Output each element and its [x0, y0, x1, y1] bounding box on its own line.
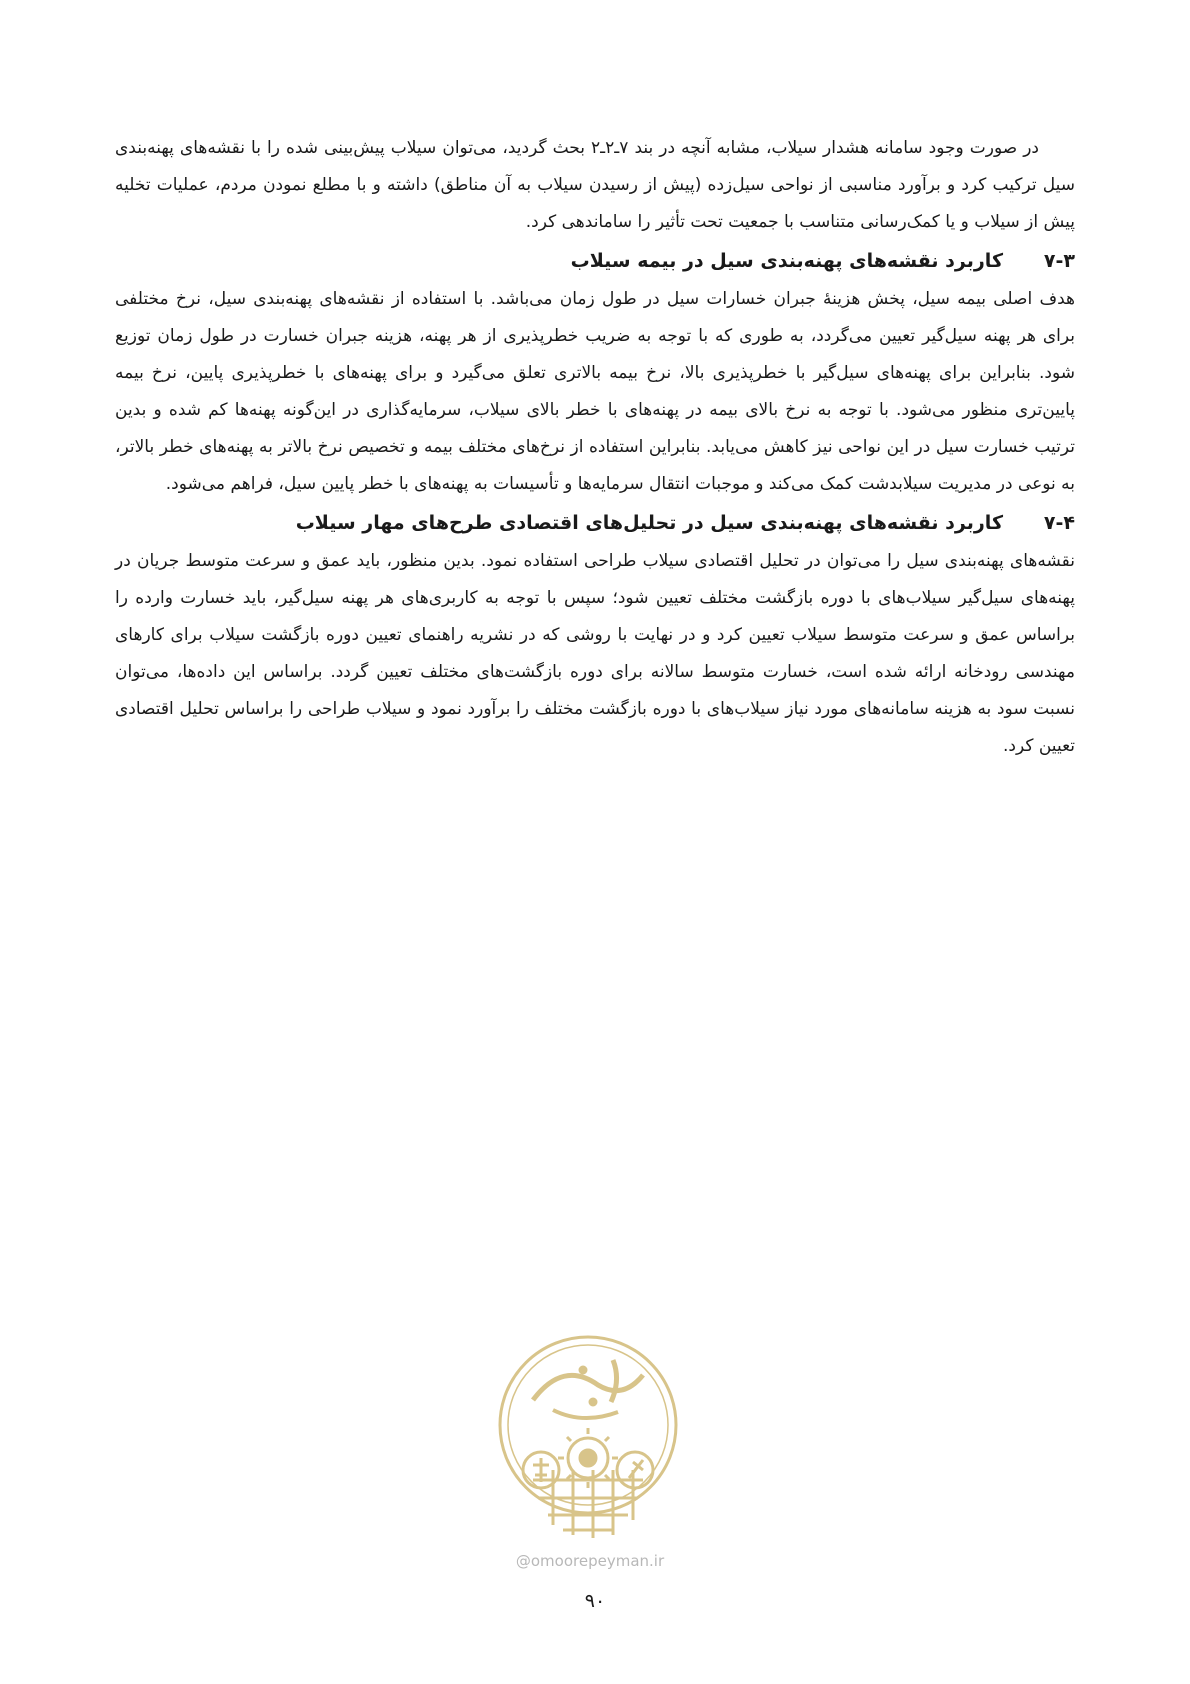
- section-paragraph-economic: نقشه‌های پهنه‌بندی سیل را می‌توان در تحلیل اقتصادی سیلاب طراحی استفاده نمود. بدین منظور، باید عمق و سرعت متوسط جریان در پهنه‌های سیل‌گیر سیلاب‌های با دوره بازگشت مختلف تعیین شود؛ سپس با توجه به کاربری‌های هر پهنه سیل‌گیر، باید خسارت وارده را براساس عمق و سرعت متوسط سیلاب تعیین کرد و در نهایت با روشی که در نشریه راهنمای تعیین دوره بازگشت سیلاب برای کارهای مهندسی رودخانه ارائه شده است، خسارت متوسط سالانه برای دوره بازگشت‌های مختلف تعیین گردد. براساس این داده‌ها، می‌توان نسبت سود به هزینه سامانه‌های مورد نیاز سیلاب‌های با دوره بازگشت مختلف را برآورد نمود و سیلاب طراحی را براساس تحلیل اقتصادی تعیین کرد.: [115, 551, 1075, 756]
- section-title: کاربرد نقشه‌های پهنه‌بندی سیل در بیمه سیلاب: [570, 250, 1003, 272]
- section-number: ۷-۴: [1043, 512, 1075, 534]
- watermark-logo-icon: [493, 1330, 683, 1570]
- section-number: ۷-۳: [1043, 250, 1075, 272]
- watermark-url: @omoorepeyman.ir: [515, 1552, 665, 1570]
- intro-paragraph: در صورت وجود سامانه هشدار سیلاب، مشابه آنچه در بند ۷ـ۲ـ۲ بحث گردید، می‌توان سیلاب پیش‌بینی شده را با نقشه‌های پهنه‌بندی سیل ترکیب کرد و برآورد مناسبی از نواحی سیل‌زده (پیش از رسیدن سیلاب به آن مناطق) داشته و با مطلع نمودن مردم، عملیات تخلیه پیش از سیلاب و یا کمک‌رسانی متناسب با جمعیت تحت تأثیر را ساماندهی کرد.: [115, 138, 1075, 232]
- section-heading-7-4: [115, 503, 1075, 543]
- page-number: ۹۰: [584, 1590, 606, 1612]
- section-heading-7-3: [115, 241, 1075, 281]
- section-paragraph-insurance: هدف اصلی بیمه سیل، پخش هزینهٔ جبران خسارات سیل در طول زمان می‌باشد. با استفاده از نقشه‌های پهنه‌بندی سیل، نرخ مختلفی برای هر پهنه سیل‌گیر تعیین می‌گردد، به طوری که با توجه به ضریب خطرپذیری از هر پهنه، هزینه جبران خسارت در طول زمان توزیع شود. بنابراین برای پهنه‌های سیل‌گیر با خطرپذیری بالا، نرخ بیمه بالاتری تعلق می‌گیرد و برای پهنه‌های با خطرپذیری پایین، نرخ بیمه پایین‌تری منظور می‌شود. با توجه به نرخ بالای بیمه در پهنه‌های با خطر بالای سیلاب، سرمایه‌گذاری در این‌گونه پهنه‌ها کم شده و بدین ترتیب خسارت سیل در این نواحی نیز کاهش می‌یابد. بنابراین استفاده از نرخ‌های مختلف بیمه و تخصیص نرخ بالاتر به پهنه‌های خطر بالاتر، به نوعی در مدیریت سیلابدشت کمک می‌کند و موجبات انتقال سرمایه‌ها و تأسیسات به پهنه‌های با خطر پایین سیل، فراهم می‌شود.: [115, 289, 1075, 494]
- section-title: کاربرد نقشه‌های پهنه‌بندی سیل در تحلیل‌های اقتصادی طرح‌های مهار سیلاب: [295, 512, 1003, 534]
- page-content: [115, 130, 1075, 765]
